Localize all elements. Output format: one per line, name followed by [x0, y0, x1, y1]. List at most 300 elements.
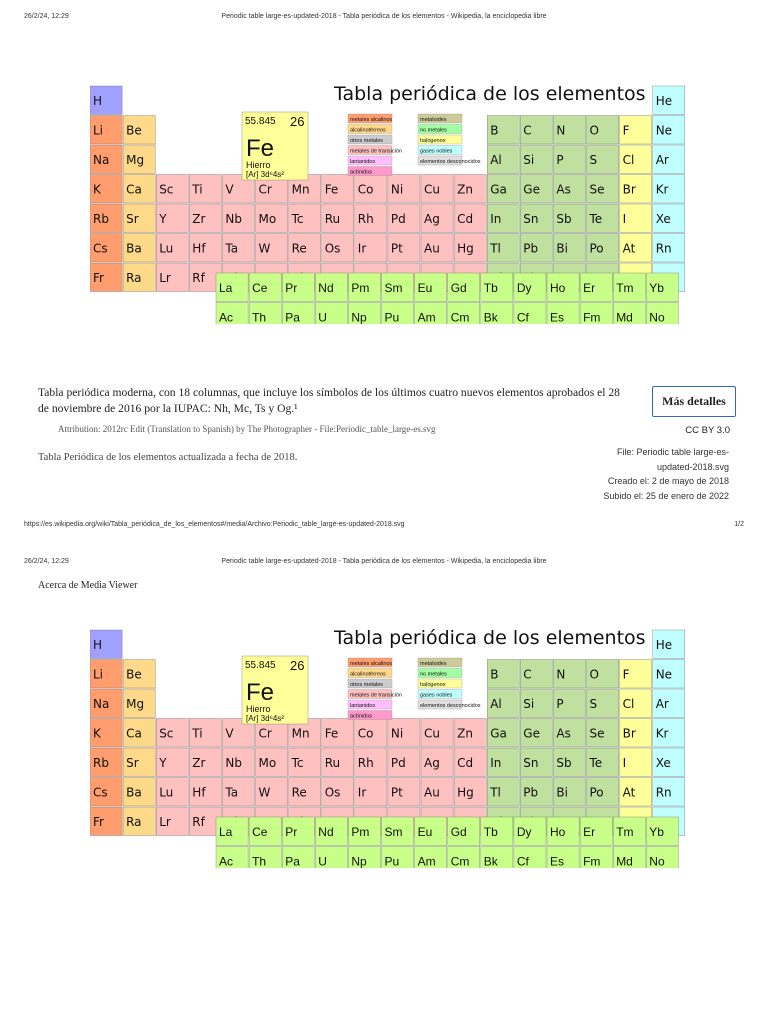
element-symbol: Ne [655, 123, 673, 138]
legend-category [418, 156, 481, 165]
table-title: Tabla periódica de los elementos [334, 627, 646, 649]
element-cell [90, 204, 122, 233]
element-cell [189, 234, 221, 263]
element-cell [553, 175, 585, 204]
element-cell [520, 778, 552, 807]
element-symbol: Au [424, 241, 440, 256]
element-symbol: Rf [192, 815, 205, 829]
element-cell [90, 630, 122, 659]
svg-text:Cf: Cf [516, 854, 529, 868]
legend-category [418, 679, 462, 688]
header-datetime: 26/2/24, 12:29 [24, 13, 69, 20]
element-symbol: F [622, 667, 630, 682]
element-symbol: Tl [490, 785, 501, 800]
element-cell [454, 175, 486, 204]
f-block-cell [481, 847, 513, 869]
svg-text:Hierro: Hierro [246, 704, 271, 714]
element-symbol: Sn [523, 212, 539, 226]
element-cell [123, 660, 155, 689]
element-symbol: Fr [93, 815, 104, 829]
element-symbol: B [490, 123, 499, 138]
svg-text:lantanidos: lantanidos [350, 159, 376, 165]
element-cell [123, 234, 155, 263]
element-cell [256, 748, 288, 777]
element-symbol: Ga [490, 182, 507, 197]
element-cell [520, 116, 552, 145]
element-cell [355, 719, 387, 748]
element-cell [90, 116, 122, 145]
element-symbol: H [93, 94, 103, 108]
f-block-cell [415, 273, 447, 302]
element-cell [388, 204, 420, 233]
element-symbol: Po [589, 241, 604, 256]
element-symbol: Ra [126, 815, 142, 829]
legend-category [348, 167, 392, 176]
element-symbol: Ti [192, 726, 203, 741]
element-cell [487, 116, 519, 145]
svg-text:[Ar] 3d⁶4s²: [Ar] 3d⁶4s² [246, 714, 284, 723]
footer-page-number: 1/2 [734, 521, 744, 528]
element-symbol: Xe [655, 756, 671, 770]
element-cell [90, 145, 122, 174]
element-symbol: Cl [622, 697, 635, 711]
svg-text:Th: Th [252, 310, 267, 324]
element-cell [620, 234, 652, 263]
svg-text:Ac: Ac [219, 310, 234, 324]
svg-text:metales alcalinos: metales alcalinos [350, 661, 393, 667]
element-cell [355, 204, 387, 233]
element-cell [487, 689, 519, 718]
element-symbol: Te [589, 756, 603, 770]
element-symbol: Se [589, 726, 605, 741]
f-block-cell [481, 303, 513, 325]
element-cell [653, 145, 685, 174]
element-cell [189, 175, 221, 204]
periodic-table-graphic [90, 622, 686, 868]
f-block-cell [580, 817, 612, 846]
periodic-table-graphic [90, 78, 686, 324]
svg-text:La: La [219, 825, 233, 839]
svg-text:otros metales: otros metales [350, 138, 384, 144]
element-symbol: He [655, 94, 673, 108]
element-cell [520, 719, 552, 748]
svg-text:No: No [649, 310, 665, 324]
svg-text:Th: Th [252, 854, 267, 868]
element-cell [653, 719, 685, 748]
element-cell [123, 145, 155, 174]
svg-text:Tb: Tb [483, 825, 498, 839]
print-header-2 [0, 555, 768, 569]
element-cell [90, 778, 122, 807]
svg-text:Ho: Ho [550, 281, 566, 295]
element-cell [90, 660, 122, 689]
f-block-cell [646, 817, 678, 846]
svg-text:no metales: no metales [420, 671, 447, 678]
element-symbol: F [622, 123, 630, 138]
svg-text:Yb: Yb [649, 825, 664, 839]
element-cell [587, 689, 619, 718]
svg-text:Fe: Fe [246, 679, 275, 706]
element-cell [90, 748, 122, 777]
element-symbol: Mg [126, 697, 145, 711]
element-symbol: W [258, 785, 271, 800]
svg-text:Pm: Pm [351, 281, 370, 295]
element-symbol: In [490, 212, 502, 226]
element-symbol: Co [357, 182, 374, 197]
element-symbol: Fe [324, 726, 339, 741]
element-symbol: Rb [93, 212, 109, 226]
element-cell [156, 234, 188, 263]
element-symbol: Nb [225, 756, 242, 770]
element-symbol: Pt [390, 241, 403, 256]
element-symbol: Ba [126, 241, 142, 256]
element-symbol: Fe [324, 182, 339, 197]
element-symbol: Pb [523, 785, 539, 800]
element-cell [388, 719, 420, 748]
svg-text:Sm: Sm [384, 825, 403, 839]
svg-text:U: U [318, 854, 327, 868]
element-symbol: Zn [457, 726, 473, 741]
element-cell [123, 204, 155, 233]
svg-text:26: 26 [290, 114, 305, 129]
element-symbol: Re [291, 785, 307, 800]
element-symbol: Y [159, 756, 167, 770]
header-title: Periodic table large-es-updated-2018 - Tabla periódica de los elementos - Wikipedia, la enciclopedia libre [221, 13, 547, 20]
svg-text:Er: Er [583, 281, 596, 295]
legend-category [418, 658, 462, 667]
element-symbol: Br [622, 182, 636, 197]
legend-category [418, 690, 462, 699]
element-cell [421, 748, 453, 777]
element-symbol: Ra [126, 271, 142, 285]
element-cell [454, 778, 486, 807]
image-caption: Tabla periódica moderna, con 18 columnas, que incluye los símbolos de los últimos cuatro nuevos elementos aprobados el 28 de noviembre de 2016 por la IUPAC: Nh, Mc, Ts y Og.¹ [38, 386, 620, 415]
element-cell [156, 263, 188, 292]
svg-text:Pr: Pr [285, 281, 298, 295]
svg-text:26: 26 [290, 658, 305, 673]
f-block-cell [646, 273, 678, 302]
about-media-viewer-link[interactable]: Acerca de Media Viewer [38, 580, 138, 591]
element-cell [653, 116, 685, 145]
svg-text:Pa: Pa [285, 310, 300, 324]
svg-text:otros metales: otros metales [350, 682, 384, 688]
element-symbol: Rb [93, 756, 109, 770]
f-block-cell [249, 847, 281, 869]
element-cell [189, 748, 221, 777]
svg-text:Dy: Dy [516, 281, 532, 295]
element-symbol: Po [589, 785, 604, 800]
element-cell [123, 263, 155, 292]
element-symbol: Hf [192, 241, 206, 256]
element-cell [454, 719, 486, 748]
element-cell [553, 660, 585, 689]
element-cell [421, 719, 453, 748]
element-symbol: Ar [655, 153, 669, 167]
license-link[interactable]: CC BY 3.0 [685, 425, 730, 436]
element-symbol: Te [589, 212, 603, 226]
element-cell [90, 263, 122, 292]
element-symbol: N [556, 667, 566, 682]
svg-text:gases nobles: gases nobles [420, 692, 453, 699]
element-cell [388, 778, 420, 807]
f-block-cell [249, 273, 281, 302]
element-cell [189, 204, 221, 233]
svg-text:halógenos: halógenos [420, 138, 446, 144]
element-symbol: Lr [159, 815, 171, 829]
f-block-cell [514, 303, 546, 325]
svg-text:Pm: Pm [351, 825, 370, 839]
f-block-cell [646, 303, 678, 325]
element-cell [156, 748, 188, 777]
element-symbol: Bi [556, 241, 568, 256]
periodic-table-image-2[interactable] [90, 622, 686, 868]
element-symbol: Cs [93, 241, 108, 256]
svg-text:La: La [219, 281, 233, 295]
header-datetime: 26/2/24, 12:29 [24, 558, 69, 565]
element-symbol: Kr [655, 182, 669, 197]
element-cell [289, 748, 321, 777]
element-symbol: Y [159, 212, 167, 226]
attribution-text[interactable]: Attribution: 2012rc Edit (Translation to Spanish) by The Photographer - File:Periodic_table_large-es.svg [58, 424, 436, 434]
element-cell [355, 234, 387, 263]
f-block-cell [613, 273, 645, 302]
element-cell [653, 630, 685, 659]
element-symbol: O [589, 123, 599, 138]
svg-text:metales de transición: metales de transición [350, 692, 402, 699]
element-symbol: Rh [357, 756, 374, 770]
element-symbol: Kr [655, 726, 669, 741]
element-symbol: He [655, 638, 673, 652]
svg-text:Tb: Tb [483, 281, 498, 295]
element-symbol: P [556, 697, 564, 711]
element-cell [487, 145, 519, 174]
f-block-cell [216, 817, 248, 846]
f-block-cell [282, 817, 314, 846]
svg-text:elementos desconocidos: elementos desconocidos [420, 159, 481, 165]
element-symbol: Mg [126, 153, 145, 167]
element-cell [454, 748, 486, 777]
element-cell [189, 778, 221, 807]
uploaded-date: Subido el: 25 de enero de 2022 [603, 490, 729, 501]
element-cell [653, 86, 685, 115]
element-symbol: V [225, 182, 234, 197]
element-symbol: Rn [655, 785, 672, 800]
f-block-cell [382, 303, 414, 325]
svg-text:Cm: Cm [450, 310, 470, 324]
more-details-button[interactable]: Más detalles [652, 386, 736, 417]
element-symbol: Ni [390, 182, 404, 197]
element-cell [653, 660, 685, 689]
element-cell [322, 234, 354, 263]
f-block-cell [315, 273, 347, 302]
element-symbol: Mo [258, 212, 277, 226]
element-cell [487, 175, 519, 204]
f-block-cell [315, 303, 347, 325]
element-symbol: Ag [424, 756, 440, 770]
f-block-cell [580, 273, 612, 302]
element-cell [123, 807, 155, 836]
f-block-cell [216, 303, 248, 325]
element-cell [653, 175, 685, 204]
element-cell [90, 234, 122, 263]
element-symbol: Ne [655, 667, 673, 682]
svg-text:55.845: 55.845 [245, 660, 276, 671]
element-cell [587, 719, 619, 748]
element-cell [620, 175, 652, 204]
element-symbol: Ba [126, 785, 142, 800]
periodic-table-image[interactable] [90, 78, 686, 324]
svg-text:Bk: Bk [483, 310, 498, 324]
legend-category [348, 658, 392, 667]
f-block-cell [646, 847, 678, 869]
element-cell [156, 719, 188, 748]
element-symbol: Ca [126, 182, 142, 197]
element-symbol: Zn [457, 182, 473, 197]
element-cell [653, 234, 685, 263]
f-block-cell [315, 817, 347, 846]
svg-text:Pu: Pu [384, 854, 400, 868]
element-cell [156, 807, 188, 836]
table-title: Tabla periódica de los elementos [334, 83, 646, 105]
element-symbol: Cu [424, 726, 440, 741]
svg-text:alcalinotérreos: alcalinotérreos [350, 127, 386, 134]
element-symbol: Cr [258, 182, 272, 197]
element-symbol: Tc [291, 212, 304, 226]
element-cell [189, 719, 221, 748]
file-name[interactable]: File: Periodic table large-es-updated-2018.svg [616, 447, 729, 472]
element-symbol: Al [490, 697, 502, 711]
element-symbol: Fr [93, 271, 104, 285]
element-cell [90, 175, 122, 204]
svg-text:Ce: Ce [252, 825, 268, 839]
element-symbol: Ir [357, 241, 367, 256]
element-symbol: Nb [225, 212, 242, 226]
element-symbol: Cd [457, 756, 474, 770]
legend-category [348, 700, 392, 709]
element-symbol: K [93, 182, 101, 197]
f-block-cell [382, 847, 414, 869]
f-block-cell [448, 273, 480, 302]
svg-text:metales de transición: metales de transición [350, 148, 402, 155]
element-cell [355, 778, 387, 807]
svg-text:Am: Am [417, 310, 436, 324]
f-block-cell [348, 273, 380, 302]
svg-text:Pu: Pu [384, 310, 400, 324]
element-symbol: At [622, 241, 636, 256]
element-cell [256, 204, 288, 233]
element-symbol: Pt [390, 785, 403, 800]
element-symbol: As [556, 182, 571, 197]
element-cell [322, 175, 354, 204]
element-cell [587, 204, 619, 233]
element-cell [487, 778, 519, 807]
f-block-cell [613, 817, 645, 846]
element-cell [587, 175, 619, 204]
element-cell [322, 778, 354, 807]
element-symbol: At [622, 785, 636, 800]
f-block-cell [547, 847, 579, 869]
element-cell [123, 689, 155, 718]
f-block-cell [348, 847, 380, 869]
svg-text:gases nobles: gases nobles [420, 148, 453, 155]
element-cell [520, 175, 552, 204]
element-cell [90, 86, 122, 115]
f-block-cell [315, 847, 347, 869]
element-cell [587, 778, 619, 807]
f-block-cell [415, 817, 447, 846]
f-block-cell [613, 847, 645, 869]
svg-text:Bk: Bk [483, 854, 498, 868]
f-block-cell [580, 847, 612, 869]
element-cell [454, 234, 486, 263]
svg-text:Np: Np [351, 310, 367, 324]
element-symbol: Sc [159, 182, 174, 197]
element-cell [222, 778, 254, 807]
element-symbol: Ge [523, 726, 540, 741]
element-cell [553, 689, 585, 718]
element-symbol: Cd [457, 212, 474, 226]
f-block-cell [547, 817, 579, 846]
element-cell [90, 719, 122, 748]
element-symbol: Ti [192, 182, 203, 197]
svg-text:Pr: Pr [285, 825, 298, 839]
element-symbol: I [622, 212, 627, 226]
element-symbol: Ir [357, 785, 367, 800]
file-metadata [589, 445, 729, 503]
element-symbol: Rf [192, 271, 205, 285]
element-cell [322, 748, 354, 777]
element-symbol: S [589, 697, 598, 711]
element-cell [256, 234, 288, 263]
f-block-cell [580, 303, 612, 325]
element-symbol: Ru [324, 212, 341, 226]
element-symbol: Hg [457, 785, 474, 800]
element-symbol: Se [589, 182, 605, 197]
f-block-cell [448, 847, 480, 869]
svg-text:alcalinotérreos: alcalinotérreos [350, 671, 386, 678]
svg-text:No: No [649, 854, 665, 868]
legend-category [418, 700, 481, 709]
f-block-cell [547, 273, 579, 302]
print-header-1 [0, 10, 768, 24]
svg-text:Ce: Ce [252, 281, 268, 295]
element-symbol: C [523, 667, 532, 682]
element-symbol: Mo [258, 756, 277, 770]
element-cell [156, 175, 188, 204]
element-cell [653, 778, 685, 807]
element-cell [222, 234, 254, 263]
element-cell [520, 234, 552, 263]
element-symbol: Pd [390, 756, 406, 770]
element-cell [653, 204, 685, 233]
element-cell [388, 175, 420, 204]
element-cell [123, 748, 155, 777]
f-block-cell [282, 303, 314, 325]
element-symbol: Ta [225, 241, 239, 256]
element-cell [553, 116, 585, 145]
element-symbol: Cu [424, 182, 440, 197]
element-cell [156, 204, 188, 233]
svg-text:Cm: Cm [450, 854, 470, 868]
element-cell [587, 748, 619, 777]
element-symbol: V [225, 726, 234, 741]
element-cell [487, 748, 519, 777]
element-symbol: Re [291, 241, 307, 256]
svg-text:Gd: Gd [450, 281, 467, 295]
svg-text:halógenos: halógenos [420, 682, 446, 688]
svg-text:Am: Am [417, 854, 436, 868]
f-block-cell [282, 273, 314, 302]
